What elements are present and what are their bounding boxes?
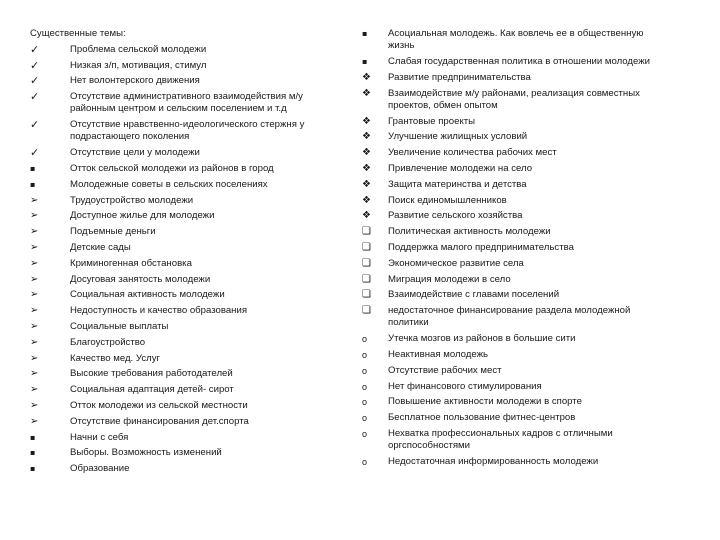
circle-bullet-icon	[362, 349, 388, 361]
list-item	[362, 242, 667, 254]
list-item	[30, 432, 335, 444]
list-item	[30, 384, 335, 396]
shadow-box-bullet-icon	[362, 289, 388, 301]
diamond-bullet-icon	[362, 163, 388, 175]
shadow-box-bullet-icon	[362, 226, 388, 238]
list-item	[30, 75, 335, 87]
list-item-text: Нет волонтерского движения	[70, 75, 200, 87]
list-item-text: Детские сады	[70, 241, 131, 253]
list-item-text: Отсутствие нравственно-идеологического стержня у подрастающего поколения	[70, 119, 305, 143]
list-item-text: Развитие сельского хозяйства	[388, 210, 523, 222]
checkmark-icon	[30, 75, 70, 87]
diamond-bullet-icon	[362, 195, 388, 207]
shadow-box-bullet-icon	[362, 242, 388, 254]
list-item	[362, 163, 667, 175]
checkmark-icon	[30, 119, 70, 131]
list-item	[362, 131, 667, 143]
list-item-text: Социальные выплаты	[70, 320, 169, 332]
circle-bullet-icon	[362, 412, 388, 424]
list-item-text: Недостаточная информированность молодежи	[388, 455, 599, 467]
list-item-text: Отсутствие цели у молодежи	[70, 147, 200, 159]
diamond-bullet-icon	[362, 131, 388, 143]
circle-bullet-icon	[362, 396, 388, 408]
diamond-bullet-icon	[362, 147, 388, 159]
list-item	[30, 258, 335, 270]
list-item-text: Отток сельской молодежи из районов в город	[70, 162, 274, 174]
diamond-bullet-icon	[362, 179, 388, 191]
list-item-text: Развитие предпринимательства	[388, 71, 531, 83]
list-item	[30, 305, 335, 317]
list-item	[362, 210, 667, 222]
list-item	[30, 226, 335, 238]
list-item-text: Подъемные деньги	[70, 226, 156, 238]
list-item	[30, 179, 335, 191]
list-item-text: Отсутствие рабочих мест	[388, 364, 502, 376]
circle-bullet-icon	[362, 333, 388, 345]
left-topic-list	[30, 44, 335, 476]
arrow-bullet-icon	[30, 258, 70, 270]
list-item	[362, 305, 667, 329]
list-item-text: Слабая государственная политика в отношении молодежи	[388, 56, 651, 67]
list-item-text: Социальная активность молодежи	[70, 289, 225, 301]
list-item	[362, 428, 667, 452]
shadow-box-bullet-icon	[362, 274, 388, 286]
list-item-text: Отток молодежи из сельской местности	[70, 399, 248, 411]
right-topic-list	[362, 28, 667, 468]
list-item-text: недостаточное финансирование раздела молодежной политики	[388, 305, 631, 329]
list-item	[362, 72, 667, 84]
arrow-bullet-icon	[30, 289, 70, 301]
list-item	[30, 400, 335, 412]
list-item	[30, 337, 335, 349]
arrow-bullet-icon	[30, 305, 70, 317]
list-item	[30, 91, 335, 115]
list-item-text: Политическая активность молодежи	[388, 226, 551, 238]
list-item	[30, 274, 335, 286]
list-item-text: Поддержка малого предпринимательства	[388, 241, 574, 253]
list-item	[362, 116, 667, 128]
arrow-bullet-icon	[30, 321, 70, 333]
list-item-text: Миграция молодежи в село	[388, 273, 511, 285]
list-item	[30, 147, 335, 159]
left-column	[30, 28, 335, 479]
list-item	[30, 289, 335, 301]
list-item	[30, 60, 335, 72]
arrow-bullet-icon	[30, 337, 70, 349]
right-column	[362, 28, 667, 472]
arrow-bullet-icon	[30, 400, 70, 412]
list-item	[362, 274, 667, 286]
arrow-bullet-icon	[30, 353, 70, 365]
list-item-text: Недоступность и качество образования	[70, 305, 248, 317]
list-item	[362, 88, 667, 112]
list-item	[30, 463, 335, 475]
square-bullet-icon	[30, 432, 70, 444]
list-item-text: Отсутствие финансирования дет.спорта	[70, 415, 249, 427]
checkmark-icon	[30, 44, 70, 56]
list-item	[362, 381, 667, 393]
list-item-text: Поиск единомышленников	[388, 194, 507, 206]
list-item	[362, 56, 667, 68]
list-item	[362, 289, 667, 301]
list-item	[362, 333, 667, 345]
square-bullet-icon	[30, 447, 70, 459]
list-item	[30, 242, 335, 254]
diamond-bullet-icon	[362, 88, 388, 100]
list-item	[30, 321, 335, 333]
list-item-text: Низкая з/п, мотивация, стимул	[70, 59, 207, 71]
list-item	[362, 179, 667, 191]
list-item-text: Грантовые проекты	[388, 115, 476, 127]
list-item	[362, 365, 667, 377]
list-item-text: Выборы. Возможность изменений	[70, 447, 222, 459]
arrow-bullet-icon	[30, 210, 70, 222]
list-item-text: Проблема сельской молодежи	[70, 43, 207, 55]
list-item-text: Асоциальная молодежь. Как вовлечь ее в общественную жизнь	[388, 28, 644, 52]
list-item-text: Защита материнства и детства	[388, 178, 527, 190]
list-item	[362, 226, 667, 238]
list-item-text: Благоустройство	[70, 336, 146, 348]
shadow-box-bullet-icon	[362, 305, 388, 317]
list-item	[30, 353, 335, 365]
list-item-text: Молодежные советы в сельских поселениях	[70, 178, 268, 190]
list-item-text: Начни с себя	[70, 431, 129, 443]
circle-bullet-icon	[362, 456, 388, 468]
square-bullet-icon	[30, 463, 70, 475]
list-item	[30, 416, 335, 428]
square-bullet-icon	[362, 56, 388, 68]
list-item	[362, 195, 667, 207]
diamond-bullet-icon	[362, 72, 388, 84]
circle-bullet-icon	[362, 381, 388, 393]
list-item-text: Повышение активности молодежи в спорте	[388, 396, 582, 408]
list-item	[362, 412, 667, 424]
list-item	[362, 28, 667, 52]
list-item-text: Нехватка профессиональных кадров с отличными оргспособностями	[388, 427, 613, 452]
list-item-text: Социальная адаптация детей- сирот	[70, 384, 234, 396]
list-item-text: Неактивная молодежь	[388, 348, 489, 360]
circle-bullet-icon	[362, 365, 388, 377]
list-item	[362, 147, 667, 159]
list-item-text: Взаимодействие м/у районами, реализация совместных проектов, обмен опытом	[388, 87, 640, 111]
diamond-bullet-icon	[362, 210, 388, 222]
checkmark-icon	[30, 60, 70, 72]
list-item-text: Доступное жилье для молодежи	[70, 210, 215, 222]
list-item-text: Утечка мозгов из районов в большие сити	[388, 333, 576, 345]
arrow-bullet-icon	[30, 368, 70, 380]
list-item	[362, 349, 667, 361]
list-item-text: Экономическое развитие села	[388, 257, 524, 269]
arrow-bullet-icon	[30, 195, 70, 207]
arrow-bullet-icon	[30, 274, 70, 286]
list-item	[30, 447, 335, 459]
list-item	[362, 456, 667, 468]
shadow-box-bullet-icon	[362, 258, 388, 270]
list-item-text: Трудоустройство молодежи	[70, 194, 194, 206]
list-item	[30, 195, 335, 207]
list-item-text: Нет финансового стимулирования	[388, 380, 542, 392]
arrow-bullet-icon	[30, 226, 70, 238]
list-item-text: Привлечение молодежи на село	[388, 162, 533, 174]
list-item	[362, 258, 667, 270]
square-bullet-icon	[30, 179, 70, 191]
list-item	[30, 368, 335, 380]
list-item-text: Качество мед. Услуг	[70, 352, 161, 364]
arrow-bullet-icon	[30, 384, 70, 396]
list-item-text: Досуговая занятость молодежи	[70, 273, 211, 285]
list-item-text: Взаимодействие с главами поселений	[388, 289, 560, 301]
checkmark-icon	[30, 147, 70, 159]
list-item-text: Отсутствие административного взаимодействия м/у районным центром и сельским поселением и т.д	[70, 91, 303, 115]
list-item-text: Криминогенная обстановка	[70, 257, 192, 269]
list-item-text: Улучшение жилищных условий	[388, 131, 528, 143]
list-item-text: Бесплатное пользование фитнес-центров	[388, 412, 576, 424]
checkmark-icon	[30, 91, 70, 103]
list-item	[30, 44, 335, 56]
list-item	[362, 396, 667, 408]
list-item-text: Образование	[70, 463, 130, 475]
circle-bullet-icon	[362, 428, 388, 440]
list-item	[30, 119, 335, 143]
section-heading: Существенные темы:	[30, 28, 126, 39]
arrow-bullet-icon	[30, 242, 70, 254]
square-bullet-icon	[362, 28, 388, 40]
list-item-text: Увеличение количества рабочих мест	[388, 147, 557, 159]
diamond-bullet-icon	[362, 116, 388, 128]
list-item	[30, 163, 335, 175]
square-bullet-icon	[30, 163, 70, 175]
arrow-bullet-icon	[30, 416, 70, 428]
list-item	[30, 210, 335, 222]
list-item-text: Высокие требования работодателей	[70, 368, 233, 380]
